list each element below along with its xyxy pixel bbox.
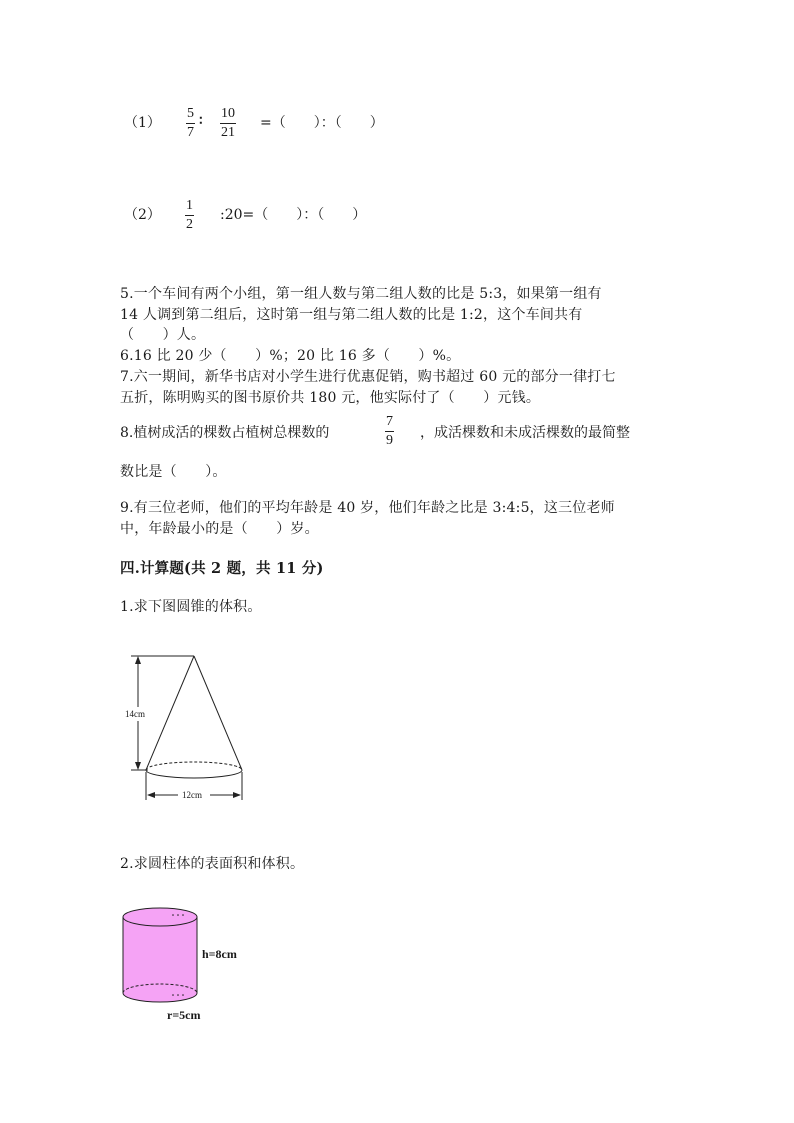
- q5-line-1: 5.一个车间有两个小组，第一组人数与第二组人数的比是 5:3，如果第一组有: [120, 286, 602, 302]
- q7-line-2: 五折，陈明购买的图书原价共 180 元，他实际付了（ ）元钱。: [120, 390, 541, 406]
- fraction-numerator: 1: [185, 199, 194, 216]
- cone-diameter-label: 12cm: [182, 790, 202, 800]
- part2-answer-blanks: :20=（ ）：（ ）: [220, 207, 367, 223]
- fraction-denominator: 7: [187, 125, 194, 140]
- q7-line-1: 7.六一期间，新华书店对小学生进行优惠促销，购书超过 60 元的部分一律打七: [120, 369, 616, 385]
- fraction-denominator: 2: [186, 217, 193, 232]
- fraction-5-7: [186, 107, 195, 140]
- ratio-colon: ∶: [199, 113, 203, 129]
- q5-line-2: 14 人调到第二组后，这时第一组与第二组人数的比是 1:2，这个车间共有: [120, 307, 583, 323]
- q8-text-before: 8.植树成活的棵数占植树总棵数的: [120, 425, 330, 441]
- q5-line-3: （ ）人。: [120, 327, 206, 343]
- q8-text-after: ，成活棵数和未成活棵数的最简整: [420, 425, 630, 441]
- item-1-prompt: 1.求下图圆锥的体积。: [120, 599, 262, 615]
- cylinder-height-label: h=8cm: [202, 947, 237, 961]
- fraction-numerator: 5: [186, 107, 195, 124]
- fraction-denominator: 9: [386, 433, 393, 448]
- fraction-10-21: [220, 107, 236, 140]
- fraction-numerator: 7: [385, 415, 394, 432]
- part2-label: （2）: [124, 207, 161, 223]
- q6-text: 6.16 比 20 少（ ）%；20 比 16 多（ ）%。: [120, 348, 461, 364]
- part1-label: （1）: [124, 115, 161, 131]
- part1-answer-blanks: =（ ）：（ ）: [260, 115, 384, 131]
- q9-line-2: 中，年龄最小的是（ ）岁。: [120, 521, 319, 537]
- fraction-1-2: [185, 199, 194, 232]
- fraction-7-9: [385, 415, 394, 448]
- cone-figure: [118, 650, 258, 810]
- fraction-denominator: 21: [221, 125, 235, 140]
- section-heading: 四.计算题(共 2 题，共 11 分): [120, 560, 324, 577]
- q9-line-1: 9.有三位老师，他们的平均年龄是 40 岁，他们年龄之比是 3:4:5，这三位老师: [120, 500, 615, 516]
- item-2-prompt: 2.求圆柱体的表面积和体积。: [120, 856, 305, 872]
- cone-height-label: 14cm: [125, 709, 145, 719]
- cylinder-figure: [115, 905, 205, 1010]
- fraction-numerator: 10: [220, 107, 236, 124]
- q8-line-2: 数比是（ ）。: [120, 464, 227, 480]
- cylinder-radius-label: r=5cm: [167, 1008, 201, 1022]
